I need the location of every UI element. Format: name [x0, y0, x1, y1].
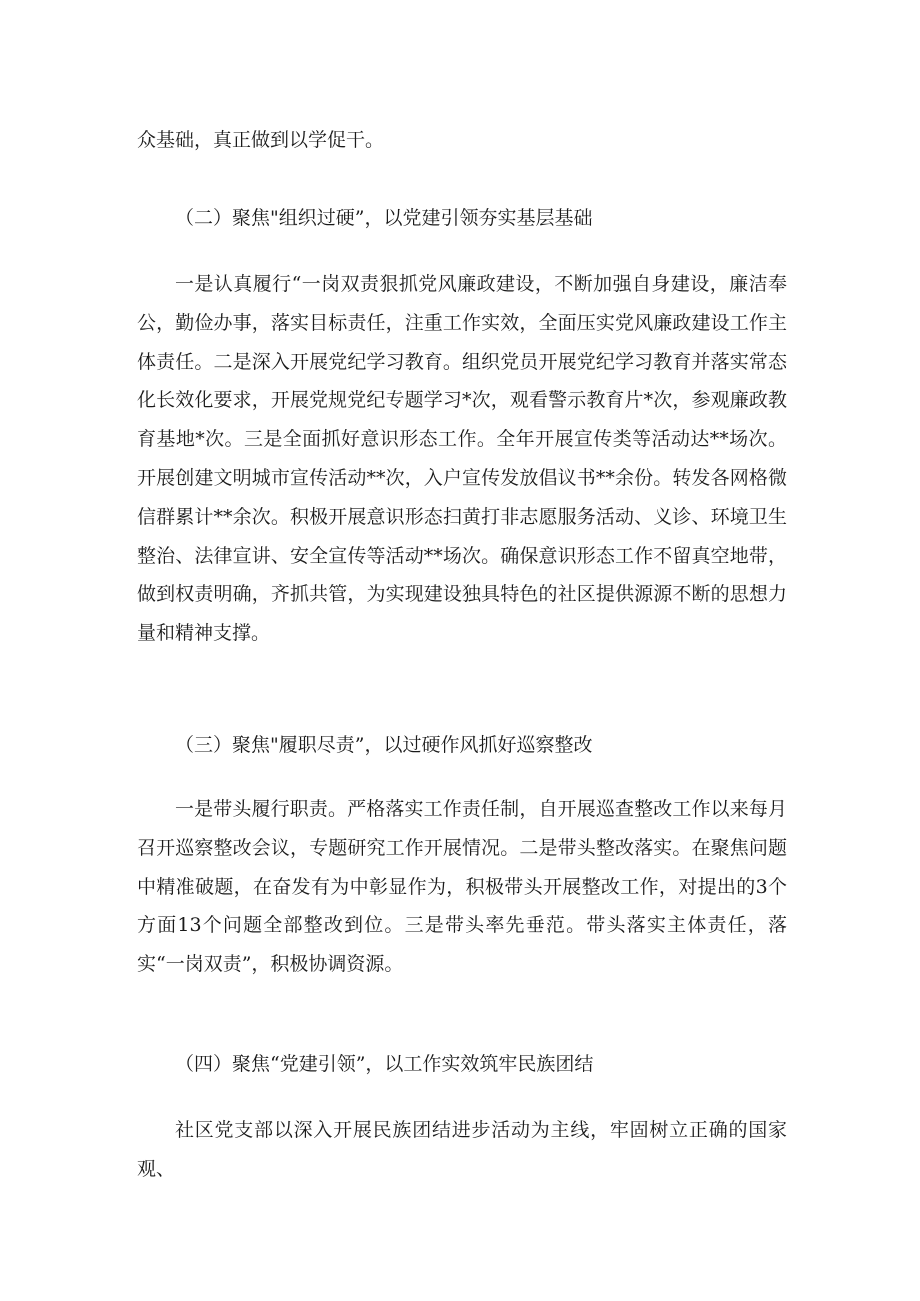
section-body-2: 一是认真履行“一岗双责狠抓党风廉政建设，不断加强自身建设，廉洁奉公，勤俭办事，落实目标责任，注重工作实效，全面压实党风廉政建设工作主体责任。二是深入开展党纪学习教育。组织党员开展党纪学习教育并落实常态化长效化要求，开展党规党纪专题学习*次，观看警示教育片*次，参观廉政教育基地*次。三是全面抓好意识形态工作。全年开展宣传类等活动达**场次。开展创建文明城市宣传活动**次，入户宣传发放倡议书**余份。转发各网格微信群累计**余次。积极开展意识形态扫黄打非志愿服务活动、义诊、环境卫生整治、法律宣讲、安全宣传等活动**场次。确保意识形态工作不留真空地带，做到权责明确，齐抓共管，为实现建设独具特色的社区提供源源不断的思想力量和精神支撑。 [137, 273, 787, 645]
section-body-3: 一是带头履行职责。严格落实工作责任制，自开展巡查整改工作以来每月召开巡察整改会议，专题研究工作开展情况。二是带头整改落实。在聚焦问题中精准破题，在奋发有为中彰显作为，积极带头开展整改工作，对提出的3个方面13个问题全部整改到位。三是带头率先垂范。带头落实主体责任，落实“一岗双责”，积极协调资源。 [137, 798, 787, 976]
section-heading-2: （二）聚焦"组织过硬”，以党建引领夯实基层基础 [175, 207, 593, 229]
continuation-paragraph: 众基础，真正做到以学促干。 [137, 129, 385, 151]
section-heading-3: （三）聚焦"履职尽责”，以过硬作风抓好巡察整改 [175, 734, 593, 756]
section-body-4: 社区党支部以深入开展民族团结进步活动为主线，牢固树立正确的国家观、 [137, 1119, 787, 1180]
section-heading-4: （四）聚焦“党建引领”，以工作实效筑牢民族团结 [175, 1053, 594, 1075]
